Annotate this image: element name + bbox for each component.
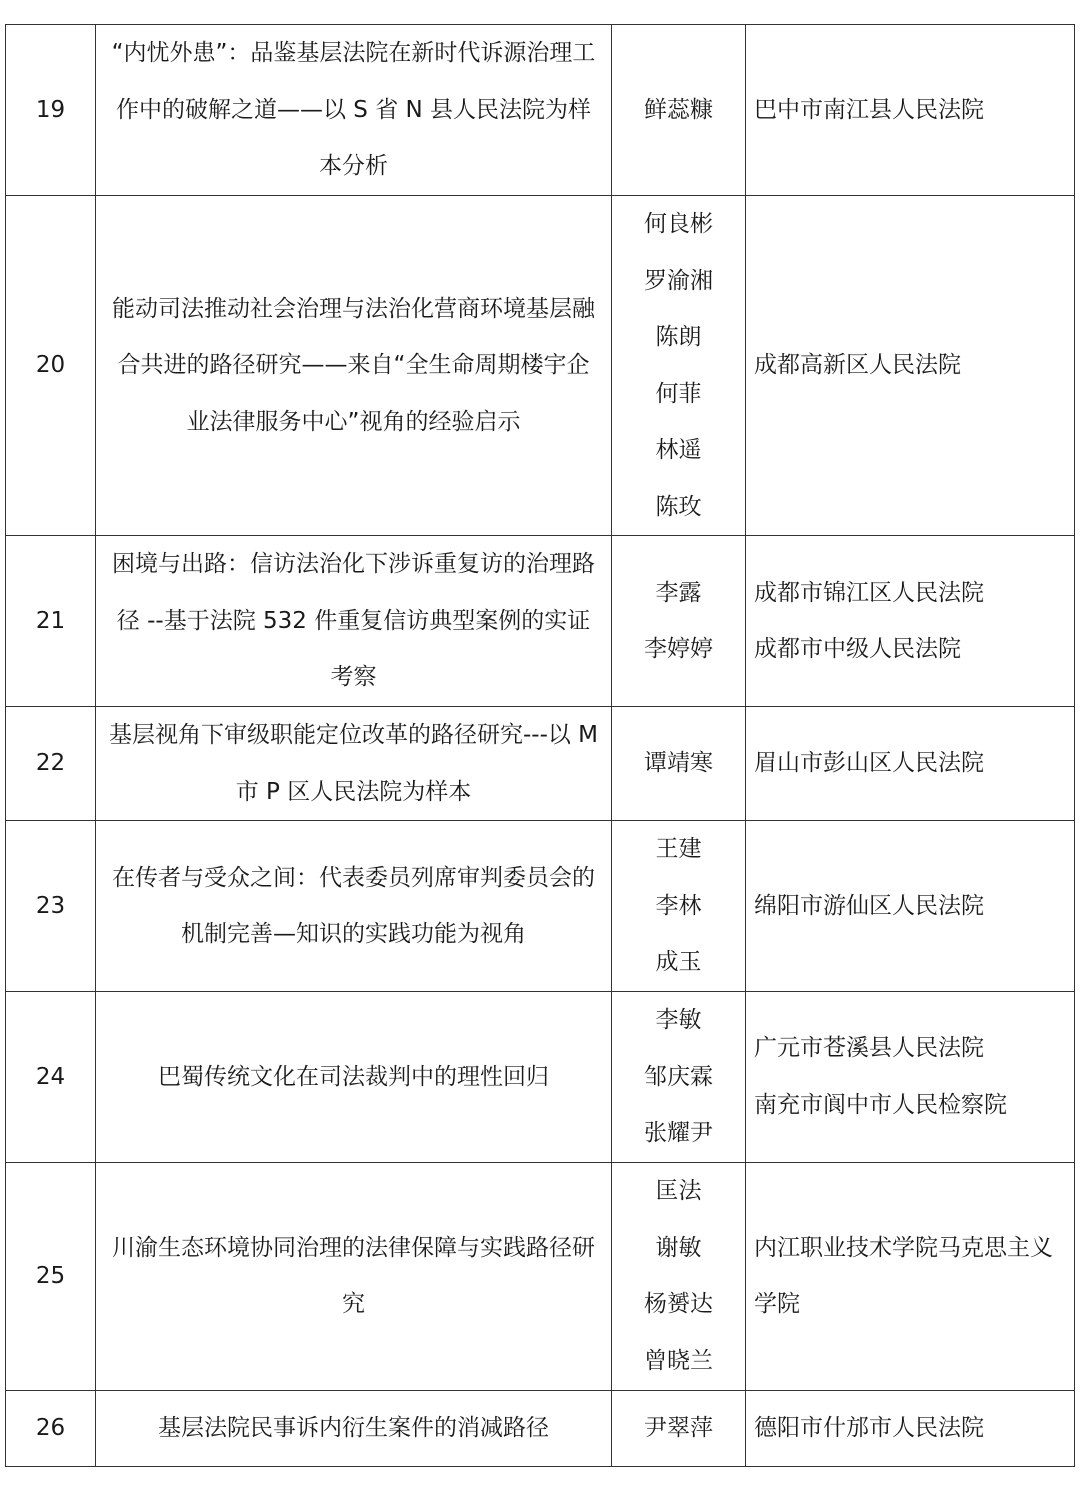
- author-name: 邹庆霖: [644, 1063, 713, 1090]
- table-row: [6, 196, 1075, 536]
- organization-list: [746, 707, 1075, 821]
- organization-name: 成都市中级人民法院: [754, 636, 961, 662]
- row-number: 19: [6, 25, 96, 196]
- author-name: 曾晓兰: [644, 1347, 713, 1374]
- table-row: [6, 821, 1075, 992]
- table-row: [6, 992, 1075, 1163]
- author-name: 鲜蕊糠: [644, 96, 713, 123]
- author-name: 罗渝湘: [644, 267, 713, 294]
- author-name: 陈玫: [655, 493, 702, 520]
- organization-list: [746, 536, 1075, 707]
- author-name: 何良彬: [644, 211, 713, 237]
- table-row: [6, 707, 1075, 821]
- organization-name: 成都高新区人民法院: [754, 352, 961, 379]
- author-name: 李林: [655, 892, 702, 919]
- author-list: [612, 196, 746, 536]
- table-row: [6, 1162, 1075, 1390]
- paper-title: 巴蜀传统文化在司法裁判中的理性回归: [96, 992, 612, 1163]
- paper-title: 困境与出路：信访法治化下涉诉重复访的治理路径 --基于法院 532 件重复信访典型案例的实证考察: [96, 536, 612, 707]
- author-name: 谭靖寒: [644, 750, 713, 777]
- paper-title: 基层视角下审级职能定位改革的路径研究---以 M 市 P 区人民法院为样本: [96, 707, 612, 821]
- organization-list: [746, 1390, 1075, 1466]
- author-list: [612, 707, 746, 821]
- organization-name: 内江职业技术学院马克思主义学院: [754, 1234, 1053, 1317]
- author-list: [612, 536, 746, 707]
- row-number: 23: [6, 821, 96, 992]
- organization-name: 成都市锦江区人民法院: [754, 579, 984, 606]
- award-list-table: [5, 24, 1075, 1467]
- organization-name: 眉山市彭山区人民法院: [754, 750, 984, 777]
- author-list: [612, 1162, 746, 1390]
- author-name: 林遥: [655, 437, 702, 463]
- paper-title: 能动司法推动社会治理与法治化营商环境基层融合共进的路径研究——来自“全生命周期楼宇企业法律服务中心”视角的经验启示: [96, 196, 612, 536]
- author-name: 匡法: [655, 1178, 702, 1204]
- row-number: 20: [6, 196, 96, 536]
- author-list: [612, 821, 746, 992]
- table-row: [6, 25, 1075, 196]
- author-name: 李敏: [655, 1007, 702, 1033]
- organization-name: 德阳市什邡市人民法院: [754, 1414, 984, 1441]
- row-number: 21: [6, 536, 96, 707]
- author-name: 谢敏: [655, 1234, 702, 1261]
- organization-list: [746, 992, 1075, 1163]
- organization-name: 巴中市南江县人民法院: [754, 96, 984, 123]
- author-list: [612, 1390, 746, 1466]
- paper-title: 基层法院民事诉内衍生案件的消减路径: [96, 1390, 612, 1466]
- author-list: [612, 25, 746, 196]
- author-name: 王建: [655, 836, 702, 863]
- organization-list: [746, 1162, 1075, 1390]
- organization-name: 广元市苍溪县人民法院: [754, 1035, 984, 1062]
- row-number: 22: [6, 707, 96, 821]
- paper-title: 川渝生态环境协同治理的法律保障与实践路径研究: [96, 1162, 612, 1390]
- table-row: [6, 1390, 1075, 1466]
- author-name: 杨赟达: [644, 1291, 713, 1317]
- organization-name: 南充市阆中市人民检察院: [754, 1091, 1007, 1118]
- row-number: 24: [6, 992, 96, 1163]
- row-number: 26: [6, 1390, 96, 1466]
- paper-title: “内忧外患”：品鉴基层法院在新时代诉源治理工作中的破解之道——以 S 省 N 县人民法院为样本分析: [96, 25, 612, 196]
- author-list: [612, 992, 746, 1163]
- author-name: 李婷婷: [644, 636, 713, 662]
- organization-list: [746, 25, 1075, 196]
- table-row: [6, 536, 1075, 707]
- organization-name: 绵阳市游仙区人民法院: [754, 892, 984, 919]
- author-name: 李露: [655, 579, 702, 606]
- row-number: 25: [6, 1162, 96, 1390]
- author-name: 成玉: [655, 949, 702, 976]
- paper-title: 在传者与受众之间：代表委员列席审判委员会的机制完善—知识的实践功能为视角: [96, 821, 612, 992]
- organization-list: [746, 196, 1075, 536]
- author-name: 尹翠萍: [644, 1414, 713, 1441]
- author-name: 陈朗: [655, 324, 702, 350]
- organization-list: [746, 821, 1075, 992]
- author-name: 何菲: [655, 380, 702, 407]
- author-name: 张耀尹: [644, 1120, 713, 1146]
